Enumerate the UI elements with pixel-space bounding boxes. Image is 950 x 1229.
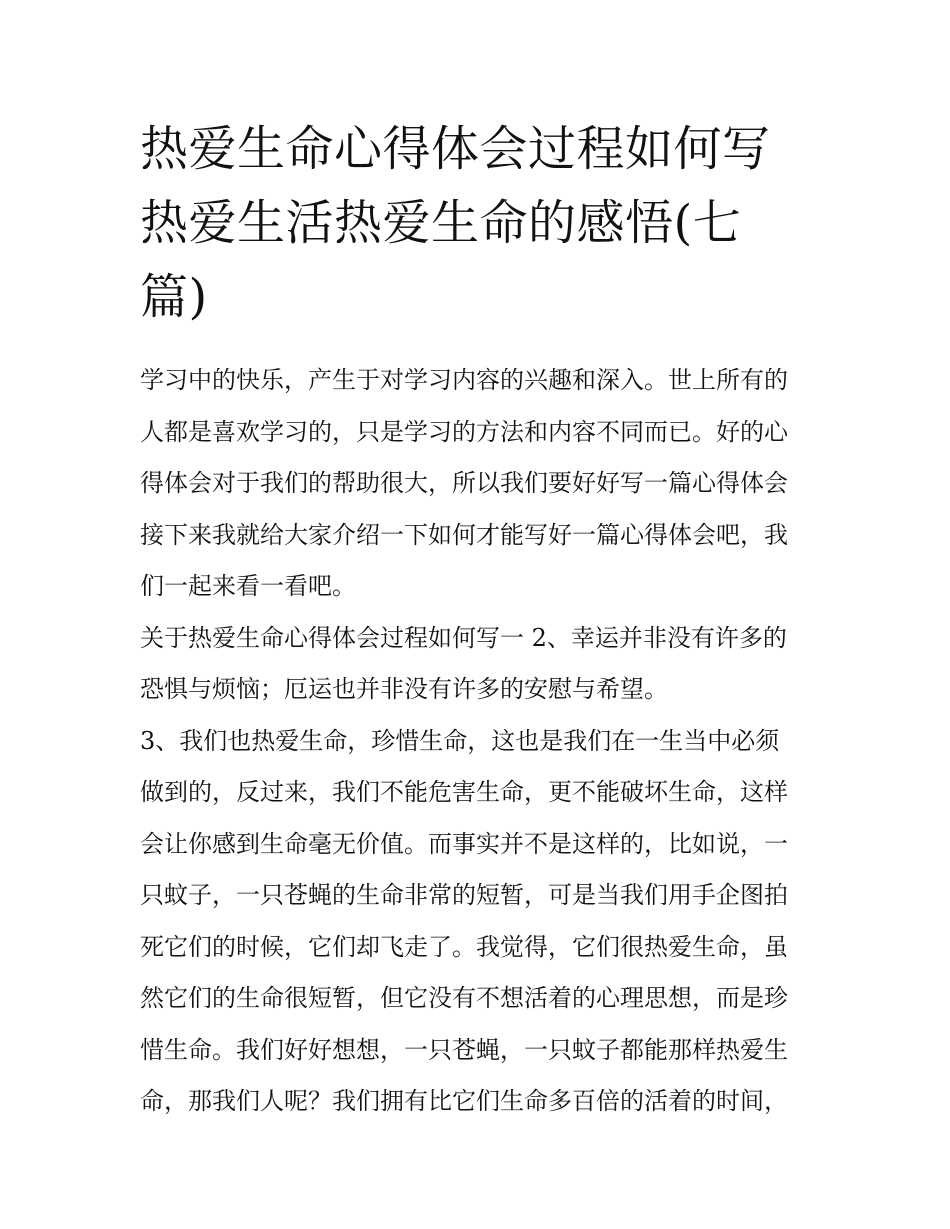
text-line: 会让你感到生命毫无价值。而事实并不是这样的，比如说，一 xyxy=(140,829,788,858)
title-line: 热爱生活热爱生命的感悟(七 xyxy=(140,195,742,251)
paragraph-intro xyxy=(140,355,820,613)
text-line: 关于热爱生命心得体会过程如何写一 2、幸运并非没有许多的 xyxy=(140,623,787,652)
text-line: 们一起来看一看吧。 xyxy=(140,572,356,600)
title-line: 篇) xyxy=(140,269,208,325)
text-line: 接下来我就给大家介绍一下如何才能写好一篇心得体会吧，我 xyxy=(140,520,788,549)
text-line: 3、我们也热爱生命，珍惜生命，这也是我们在一生当中必须 xyxy=(140,726,780,755)
text-line: 惜生命。我们好好想想，一只苍蝇，一只蚊子都能那样热爱生 xyxy=(140,1035,788,1064)
text-line: 恐惧与烦恼；厄运也并非没有许多的安慰与希望。 xyxy=(140,675,668,703)
text-line: 学习中的快乐，产生于对学习内容的兴趣和深入。世上所有的 xyxy=(140,366,788,394)
document-title xyxy=(140,112,820,334)
text-line: 命，那我们人呢？我们拥有比它们生命多百倍的活着的时间， xyxy=(140,1087,788,1115)
text-line: 做到的，反过来，我们不能危害生命，更不能破坏生命，这样 xyxy=(140,778,788,806)
title-line: 热爱生命心得体会过程如何写 xyxy=(140,121,771,177)
text-line: 只蚊子，一只苍蝇的生命非常的短暂，可是当我们用手企图拍 xyxy=(140,881,788,909)
paragraph-section-1 xyxy=(140,613,820,716)
text-line: 人都是喜欢学习的，只是学习的方法和内容不同而已。好的心 xyxy=(140,417,788,446)
text-line: 死它们的时候，它们却飞走了。我觉得，它们很热爱生命，虽 xyxy=(140,932,788,961)
document-body xyxy=(140,355,820,1128)
text-line: 然它们的生命很短暂，但它没有不想活着的心理思想，而是珍 xyxy=(140,984,788,1012)
text-line: 得体会对于我们的帮助很大，所以我们要好好写一篇心得体会 xyxy=(140,469,788,497)
paragraph-section-3 xyxy=(140,716,820,1128)
